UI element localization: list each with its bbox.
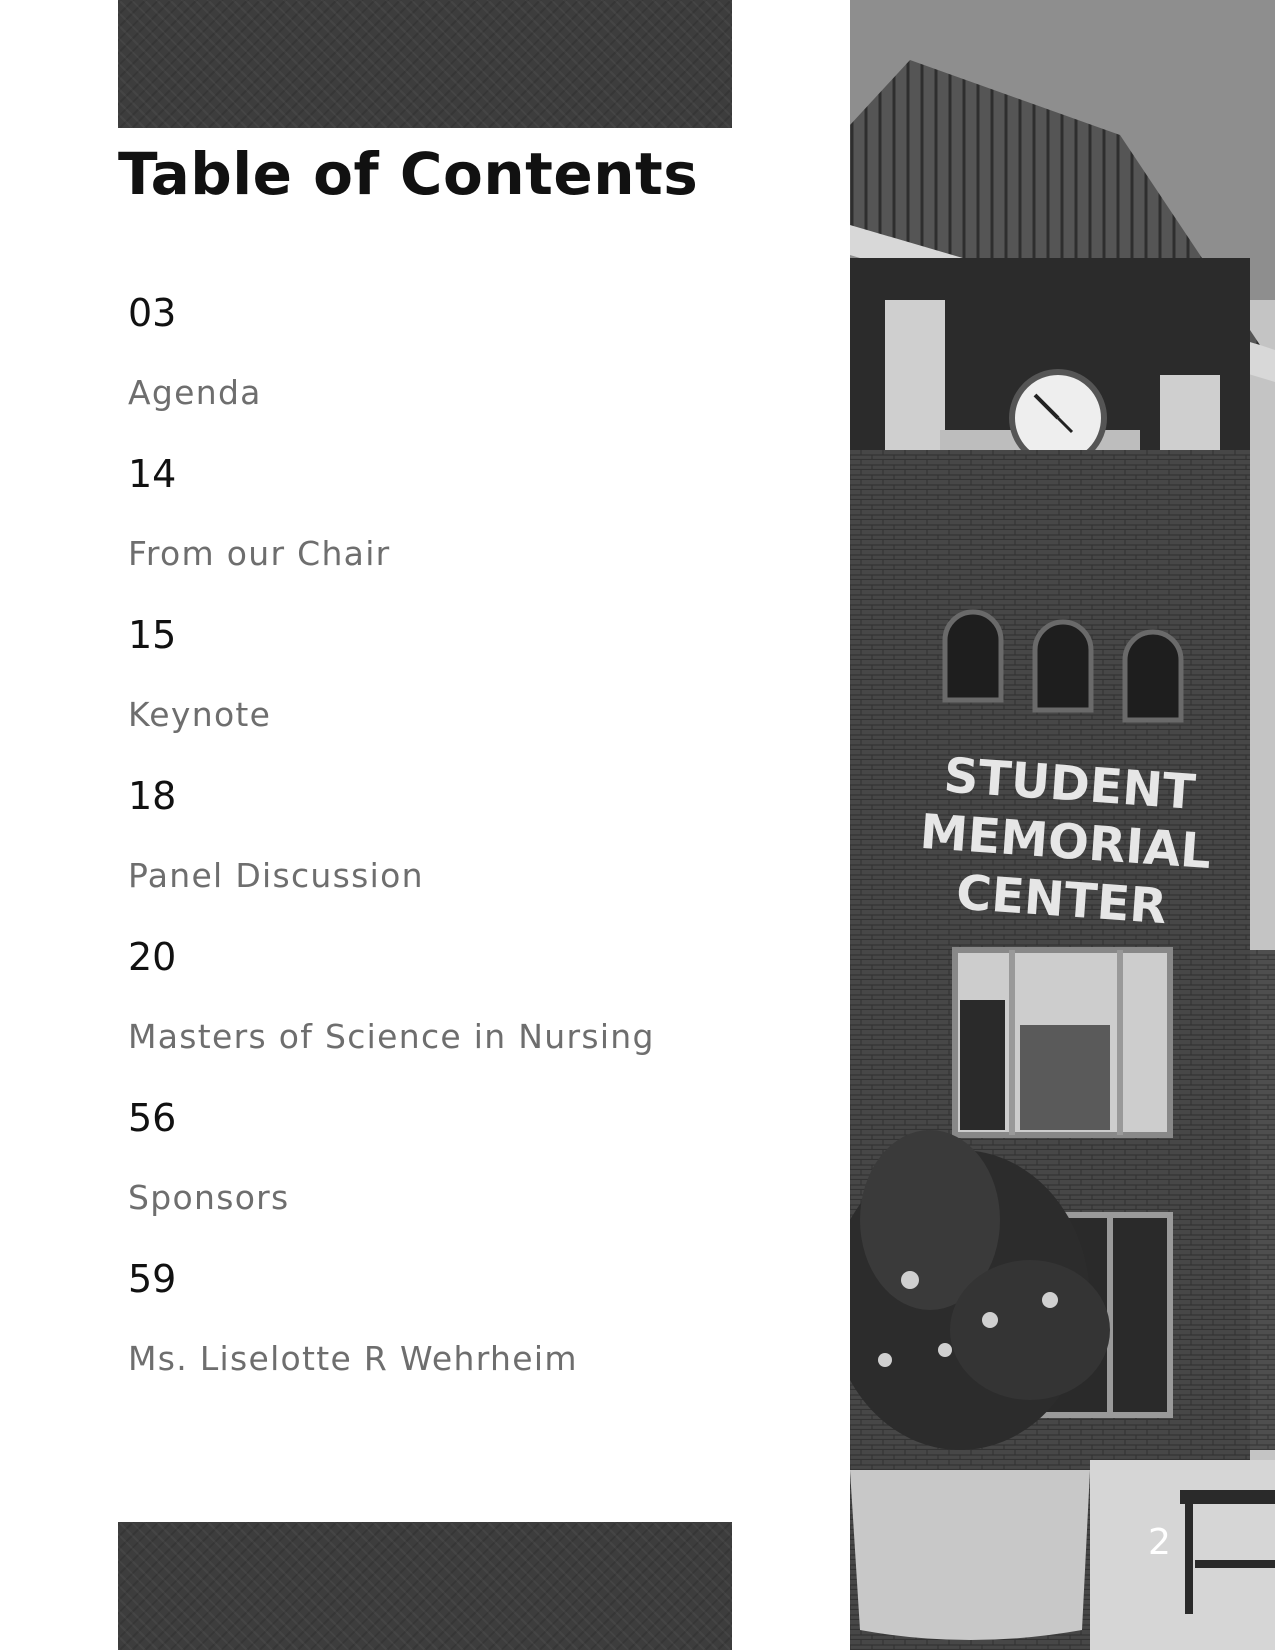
toc-page-number: 59 [128, 1257, 177, 1301]
sign-line: STUDENT [942, 747, 1198, 821]
decorative-band-top [118, 0, 732, 128]
toc-entry[interactable] [128, 288, 728, 449]
toc-page-number: 14 [128, 452, 177, 496]
toc-entry[interactable] [128, 771, 728, 932]
toc-entry[interactable] [128, 610, 728, 771]
toc-entry-label: Sponsors [128, 1178, 290, 1217]
page-number: 2 [1148, 1522, 1171, 1563]
toc-list [128, 288, 728, 1415]
toc-page-number: 03 [128, 291, 177, 335]
toc-entry[interactable] [128, 449, 728, 610]
sign-line: MEMORIAL [918, 803, 1213, 881]
toc-entry-label: Keynote [128, 695, 272, 734]
toc-page-number: 56 [128, 1096, 177, 1140]
toc-entry-label: Panel Discussion [128, 856, 424, 895]
toc-entry-label: From our Chair [128, 534, 391, 573]
toc-entry[interactable] [128, 1254, 728, 1415]
toc-entry[interactable] [128, 1093, 728, 1254]
decorative-band-bottom [118, 1522, 732, 1650]
toc-page-number: 20 [128, 935, 177, 979]
clock-tower-illustration [850, 0, 1275, 1650]
toc-entry-label: Agenda [128, 373, 262, 412]
toc-page-number: 18 [128, 774, 177, 818]
building-photo [850, 0, 1275, 1650]
toc-entry[interactable] [128, 932, 728, 1093]
page-title: Table of Contents [118, 140, 699, 208]
sign-line: CENTER [954, 864, 1169, 936]
toc-entry-label: Masters of Science in Nursing [128, 1017, 655, 1056]
toc-page-number: 15 [128, 613, 177, 657]
toc-entry-label: Ms. Liselotte R Wehrheim [128, 1339, 578, 1378]
